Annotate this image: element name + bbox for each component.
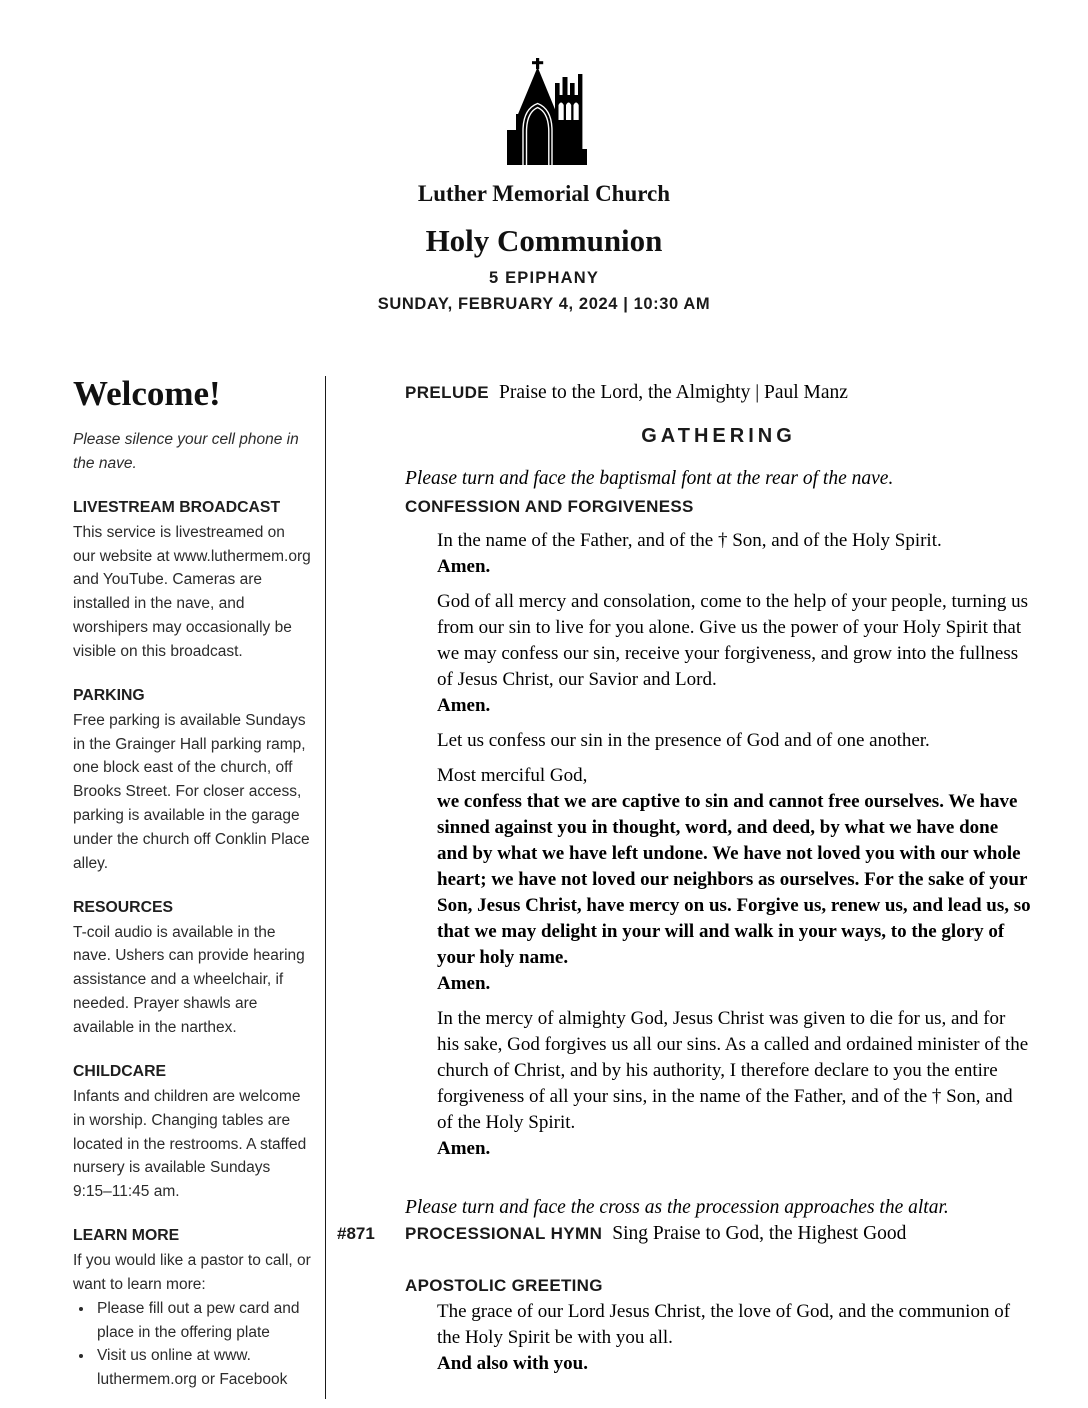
welcome-title: Welcome! <box>73 374 221 413</box>
rubric-baptismal-font: Please turn and face the baptismal font at the rear of the nave. <box>405 468 894 489</box>
liturgy-paragraph <box>437 1299 1032 1377</box>
bullet-item: • Please fill out a pew card and place in the offering plate <box>94 1297 311 1345</box>
processional-label: PROCESSIONAL HYMN <box>405 1224 603 1243</box>
section-body: Infants and children are welcome in worship. Changing tables are located in the restrooms. A staffed nursery is available Sundays 9:15–11:45 am. <box>73 1087 307 1201</box>
apostolic-greeting-body <box>437 1299 1032 1377</box>
bullet-item: • Visit us online at www. luthermem.org or Facebook <box>94 1344 311 1392</box>
sidebar-section-childcare <box>73 1061 311 1204</box>
apostolic-greeting-heading: APOSTOLIC GREETING <box>405 1276 603 1295</box>
silence-note: Please silence your cell phone in the nave. <box>73 430 299 472</box>
liturgy-text: The grace of our Lord Jesus Christ, the love of God, and the communion of the Holy Spirit be with you all. <box>437 1301 1011 1348</box>
section-body: T-coil audio is available in the nave. Ushers can provide hearing assistance and a wheelchair, if needed. Prayer shawls are available in the narthex. <box>73 923 305 1037</box>
order-of-service <box>326 376 1032 1399</box>
hymn-number: #871 <box>337 1224 375 1243</box>
sidebar <box>73 376 311 1399</box>
sidebar-section-learn-more <box>73 1225 311 1392</box>
liturgy-response: And also with you. <box>437 1353 588 1374</box>
liturgy-text: God of all mercy and consolation, come to the help of your people, turning us from our sin to live for you alone. Give us the power of your Holy Spirit that we may confess our sin, receive your forgiveness, and grow into the fullness of Jesus Christ, our Savior and Lord. <box>437 591 1028 690</box>
liturgy-text: Let us confess our sin in the presence of God and of one another. <box>437 730 930 751</box>
logo-wrap <box>0 57 1088 165</box>
processional-title: Sing Praise to God, the Highest Good <box>612 1223 907 1244</box>
liturgy-paragraph <box>437 763 1032 997</box>
liturgy-paragraph <box>437 1006 1032 1162</box>
processional-line <box>405 1221 906 1247</box>
church-building-icon <box>500 57 588 165</box>
bullet-list <box>73 1297 311 1392</box>
section-body: This service is livestreamed on our website at www.luthermem.org and YouTube. Cameras are installed in the nave, and worshipers may occasionally be visible on this broadcast. <box>73 523 311 660</box>
section-heading: LIVESTREAM BROADCAST <box>73 498 281 516</box>
prelude-title: Praise to the Lord, the Almighty | Paul Manz <box>499 382 848 403</box>
prelude-line <box>405 380 848 406</box>
sidebar-section-parking <box>73 685 311 876</box>
section-body: Free parking is available Sundays in the Grainger Hall parking ramp, one block east of the church, off Brooks Street. For closer access, parking is available in the garage under the church off Conklin Place alley. <box>73 711 310 872</box>
confession-liturgy <box>437 528 1032 1162</box>
section-heading: PARKING <box>73 686 145 704</box>
sidebar-section-resources <box>73 897 311 1040</box>
liturgy-paragraph <box>437 528 1032 580</box>
masthead <box>0 0 1088 314</box>
liturgy-text: Most merciful God, <box>437 765 588 786</box>
confession-bold-text: we confess that we are captive to sin and cannot free ourselves. We have sinned against you in thought, word, and deed, by what we have done and by what we have left undone. We have not loved you with our whole heart; we have not loved our neighbors as ourselves. For the sake of your Son, Jesus Christ, have mercy on us. Forgive us, renew us, and lead us, so that we may delight in your will and walk in your ways, to the glory of your holy name. <box>437 791 1031 968</box>
section-heading: LEARN MORE <box>73 1227 180 1245</box>
content-columns <box>73 376 1032 1399</box>
gathering-heading: GATHERING <box>641 425 796 447</box>
liturgy-response: Amen. <box>437 556 491 577</box>
liturgy-paragraph <box>437 728 1032 754</box>
section-body: If you would like a pastor to call, or want to learn more: <box>73 1252 311 1293</box>
liturgy-response: Amen. <box>437 1138 491 1159</box>
season-label: 5 EPIPHANY <box>488 269 600 287</box>
confession-heading: CONFESSION AND FORGIVENESS <box>405 497 694 516</box>
church-name: Luther Memorial Church <box>417 181 671 206</box>
prelude-row <box>337 380 1032 406</box>
liturgy-response: Amen. <box>437 695 491 716</box>
rubric-procession: Please turn and face the cross as the procession approaches the altar. <box>405 1197 949 1218</box>
section-heading: RESOURCES <box>73 898 174 916</box>
date-line: SUNDAY, FEBRUARY 4, 2024 | 10:30 AM <box>377 295 711 313</box>
section-heading: CHILDCARE <box>73 1062 167 1080</box>
service-title: Holy Communion <box>425 223 663 258</box>
sidebar-section-livestream <box>73 497 311 664</box>
prelude-label: PRELUDE <box>405 383 490 402</box>
liturgy-paragraph <box>437 589 1032 719</box>
liturgy-text: In the name of the Father, and of the † Son, and of the Holy Spirit. <box>437 530 942 551</box>
processional-hymn-row <box>337 1221 1032 1247</box>
liturgy-response: Amen. <box>437 973 491 994</box>
liturgy-text: In the mercy of almighty God, Jesus Christ was given to die for us, and for his sake, God forgives us all our sins. As a called and ordained minister of the church of Christ, and by his authority, I therefore declare to you the entire forgiveness of all your sins, in the name of the Father, and of the † Son, and of the Holy Spirit. <box>437 1008 1029 1133</box>
